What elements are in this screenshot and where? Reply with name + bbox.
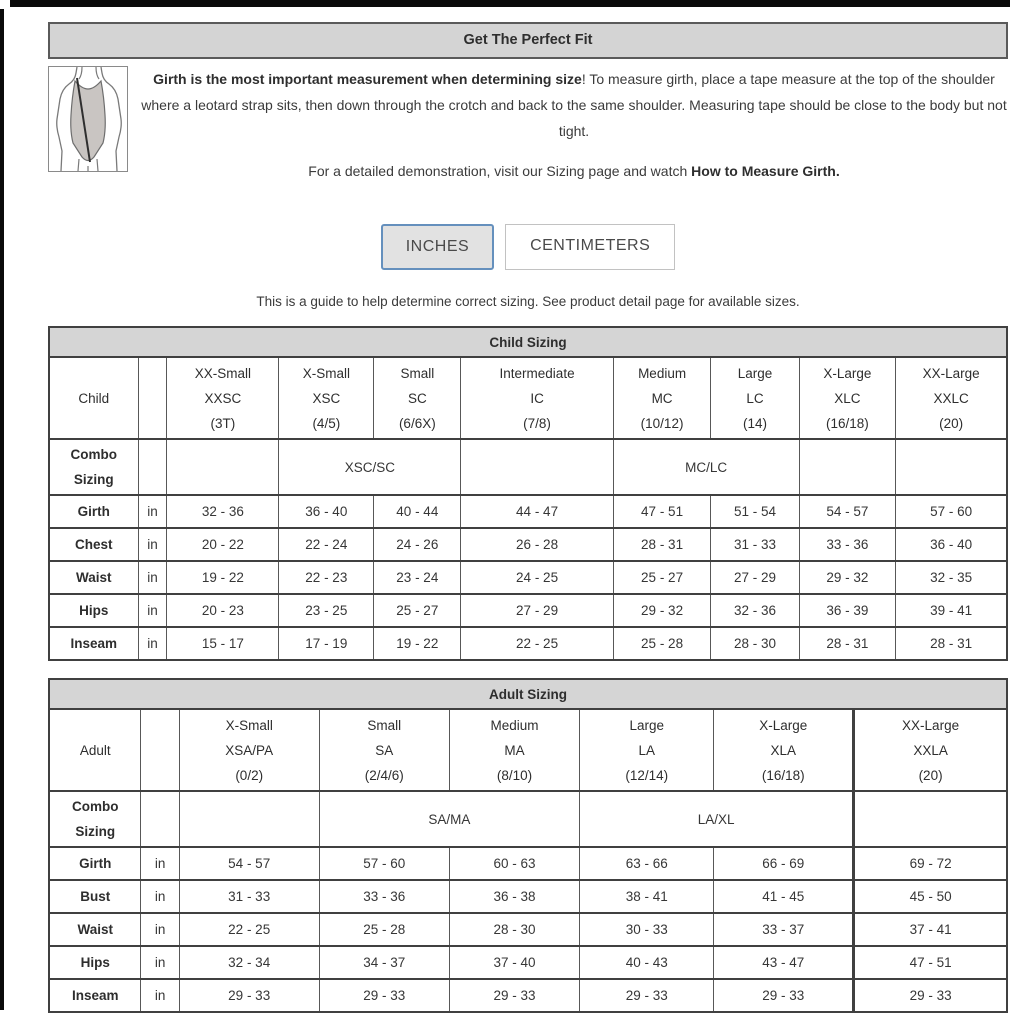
size-name: Large: [737, 365, 773, 381]
size-name: X-Large: [823, 365, 872, 381]
value-cell: 28 - 30: [449, 913, 579, 946]
demo-text: For a detailed demonstration, visit our Sizing page and watch: [308, 163, 692, 179]
value-cell: 29 - 33: [714, 979, 854, 1012]
value-cell: 29 - 33: [449, 979, 579, 1012]
value-cell: 15 - 17: [167, 627, 279, 660]
page-title: Get The Perfect Fit: [48, 22, 1008, 59]
unit-cell: in: [141, 979, 179, 1012]
value-cell: 37 - 41: [854, 913, 1007, 946]
unit-cell: in: [141, 913, 179, 946]
value-cell: 30 - 33: [580, 913, 714, 946]
size-sizes: (2/4/6): [364, 767, 404, 783]
value-cell: 32 - 35: [896, 561, 1007, 594]
sizing-guide-content: [48, 22, 1008, 1013]
measure-label: Chest: [49, 528, 138, 561]
value-cell: 32 - 36: [711, 594, 799, 627]
row-group-label: Adult: [49, 709, 141, 791]
size-code: XXLC: [933, 390, 969, 406]
leotard-figure-icon: [49, 67, 127, 171]
unit-column-header: [141, 709, 179, 791]
table-row: [49, 594, 1007, 627]
size-column-header: [179, 709, 319, 791]
size-code: XLA: [770, 742, 796, 758]
value-cell: 29 - 32: [799, 561, 896, 594]
value-cell: 36 - 40: [896, 528, 1007, 561]
value-cell: 39 - 41: [896, 594, 1007, 627]
value-cell: 22 - 25: [461, 627, 613, 660]
size-column-header: [714, 709, 854, 791]
size-name: Large: [629, 717, 664, 733]
size-sizes: (8/10): [496, 767, 533, 783]
value-cell: 40 - 43: [580, 946, 714, 979]
measure-label: Waist: [49, 561, 138, 594]
measure-label: Hips: [49, 594, 138, 627]
combo-sizing-label: Combo Sizing: [49, 791, 141, 847]
size-name: Small: [367, 717, 402, 733]
table-row: [49, 847, 1007, 880]
value-cell: 25 - 27: [613, 561, 711, 594]
value-cell: 51 - 54: [711, 495, 799, 528]
value-cell: 22 - 24: [279, 528, 374, 561]
unit-cell: in: [138, 561, 167, 594]
guide-note: This is a guide to help determine correct sizing. See product detail page for available sizes.: [256, 294, 800, 309]
value-cell: 37 - 40: [449, 946, 579, 979]
value-cell: 29 - 33: [319, 979, 449, 1012]
combo-cell: XSC/SC: [279, 439, 461, 495]
combo-cell: [854, 791, 1007, 847]
child-sizing-table: [48, 326, 1008, 661]
value-cell: 29 - 33: [179, 979, 319, 1012]
value-cell: 24 - 26: [374, 528, 461, 561]
value-cell: 28 - 31: [896, 627, 1007, 660]
size-column-header: [711, 357, 799, 439]
measure-label: Bust: [49, 880, 141, 913]
size-sizes: (16/18): [826, 415, 869, 431]
value-cell: 31 - 33: [179, 880, 319, 913]
value-cell: 41 - 45: [714, 880, 854, 913]
size-code: MC: [651, 390, 673, 406]
size-column-header: [374, 357, 461, 439]
size-sizes: (10/12): [640, 415, 684, 431]
size-column-header: [167, 357, 279, 439]
value-cell: 22 - 23: [279, 561, 374, 594]
measure-label: Waist: [49, 913, 141, 946]
value-cell: 23 - 25: [279, 594, 374, 627]
combo-cell: MC/LC: [613, 439, 799, 495]
size-column-header: [613, 357, 711, 439]
value-cell: 25 - 27: [374, 594, 461, 627]
value-cell: 28 - 31: [799, 627, 896, 660]
size-name: Intermediate: [499, 365, 575, 381]
value-cell: 32 - 34: [179, 946, 319, 979]
size-code: LA: [638, 742, 655, 758]
value-cell: 31 - 33: [711, 528, 799, 561]
value-cell: 54 - 57: [799, 495, 896, 528]
value-cell: 33 - 36: [799, 528, 896, 561]
combo-cell: [896, 439, 1007, 495]
combo-cell: [167, 439, 279, 495]
table-row: [49, 528, 1007, 561]
value-cell: 40 - 44: [374, 495, 461, 528]
size-code: SC: [407, 390, 427, 406]
size-code: SA: [375, 742, 394, 758]
size-column-header: [799, 357, 896, 439]
size-name: XX-Large: [902, 717, 960, 733]
size-name: X-Small: [302, 365, 350, 381]
unit-cell: in: [141, 946, 179, 979]
size-name: Medium: [490, 717, 539, 733]
size-sizes: (0/2): [235, 767, 264, 783]
size-sizes: (12/14): [625, 767, 669, 783]
value-cell: 45 - 50: [854, 880, 1007, 913]
size-sizes: (16/18): [761, 767, 805, 783]
value-cell: 32 - 36: [167, 495, 279, 528]
measure-label: Girth: [49, 495, 138, 528]
value-cell: 66 - 69: [714, 847, 854, 880]
unit-column-header: [138, 357, 167, 439]
value-cell: 33 - 37: [714, 913, 854, 946]
combo-unit-cell: [141, 791, 179, 847]
table-row: [49, 979, 1007, 1012]
size-name: XX-Large: [922, 365, 980, 381]
table-section-title: Adult Sizing: [49, 679, 1007, 709]
size-code: XLC: [834, 390, 861, 406]
value-cell: 69 - 72: [854, 847, 1007, 880]
size-column-header: [319, 709, 449, 791]
combo-cell: [799, 439, 896, 495]
measure-label: Hips: [49, 946, 141, 979]
value-cell: 19 - 22: [167, 561, 279, 594]
girth-instructions-lead: Girth is the most important measurement when determining size: [153, 71, 582, 87]
value-cell: 47 - 51: [613, 495, 711, 528]
child-sizing-table-container: [48, 326, 1008, 661]
table-row: [49, 561, 1007, 594]
combo-sizing-label: Combo Sizing: [49, 439, 138, 495]
size-code: LC: [746, 390, 764, 406]
value-cell: 20 - 22: [167, 528, 279, 561]
adult-sizing-table: [48, 678, 1008, 1013]
measure-label: Girth: [49, 847, 141, 880]
value-cell: 27 - 29: [461, 594, 613, 627]
value-cell: 36 - 40: [279, 495, 374, 528]
size-sizes: (14): [742, 415, 767, 431]
combo-cell: [179, 791, 319, 847]
value-cell: 25 - 28: [319, 913, 449, 946]
size-name: Medium: [638, 365, 687, 381]
demo-link-text: How to Measure Girth.: [691, 163, 840, 179]
combo-cell: [461, 439, 613, 495]
unit-cell: in: [138, 627, 167, 660]
window-left-edge: [0, 9, 4, 1010]
value-cell: 29 - 33: [580, 979, 714, 1012]
value-cell: 57 - 60: [896, 495, 1007, 528]
intro-section: [48, 66, 1008, 184]
value-cell: 27 - 29: [711, 561, 799, 594]
size-sizes: (20): [918, 767, 943, 783]
value-cell: 19 - 22: [374, 627, 461, 660]
size-name: XX-Small: [194, 365, 251, 381]
measure-label: Inseam: [49, 627, 138, 660]
value-cell: 28 - 30: [711, 627, 799, 660]
size-column-header: [279, 357, 374, 439]
value-cell: 57 - 60: [319, 847, 449, 880]
unit-cell: in: [138, 495, 167, 528]
demo-instructions: [140, 158, 1008, 184]
value-cell: 20 - 23: [167, 594, 279, 627]
unit-cell: in: [141, 880, 179, 913]
table-row: [49, 495, 1007, 528]
unit-cell: in: [138, 528, 167, 561]
value-cell: 43 - 47: [714, 946, 854, 979]
table-row: [49, 627, 1007, 660]
value-cell: 47 - 51: [854, 946, 1007, 979]
size-sizes: (20): [939, 415, 964, 431]
size-column-header: [449, 709, 579, 791]
size-code: XSC: [312, 390, 341, 406]
adult-sizing-table-container: [48, 678, 1008, 1013]
combo-cell: SA/MA: [319, 791, 580, 847]
size-name: X-Small: [225, 717, 273, 733]
value-cell: 17 - 19: [279, 627, 374, 660]
combo-unit-cell: [138, 439, 167, 495]
unit-toggle: [48, 224, 1008, 270]
size-code: XXSC: [204, 390, 242, 406]
window-top-edge: [10, 0, 1010, 7]
unit-cell: in: [141, 847, 179, 880]
centimeters-button[interactable]: CENTIMETERS: [505, 224, 675, 270]
value-cell: 23 - 24: [374, 561, 461, 594]
value-cell: 44 - 47: [461, 495, 613, 528]
inches-button[interactable]: INCHES: [381, 224, 494, 270]
value-cell: 29 - 32: [613, 594, 711, 627]
size-code: MA: [504, 742, 525, 758]
size-column-header: [854, 709, 1007, 791]
size-column-header: [461, 357, 613, 439]
size-code: IC: [530, 390, 544, 406]
value-cell: 63 - 66: [580, 847, 714, 880]
size-code: XXLA: [913, 742, 948, 758]
size-sizes: (3T): [210, 415, 236, 431]
intro-text-block: [128, 66, 1008, 184]
row-group-label: Child: [49, 357, 138, 439]
value-cell: 28 - 31: [613, 528, 711, 561]
value-cell: 33 - 36: [319, 880, 449, 913]
size-sizes: (7/8): [523, 415, 551, 431]
size-sizes: (4/5): [312, 415, 341, 431]
value-cell: 36 - 38: [449, 880, 579, 913]
value-cell: 25 - 28: [613, 627, 711, 660]
table-section-title: Child Sizing: [49, 327, 1007, 357]
value-cell: 38 - 41: [580, 880, 714, 913]
value-cell: 36 - 39: [799, 594, 896, 627]
value-cell: 60 - 63: [449, 847, 579, 880]
value-cell: 29 - 33: [854, 979, 1007, 1012]
measure-label: Inseam: [49, 979, 141, 1012]
combo-cell: LA/XL: [580, 791, 854, 847]
size-name: X-Large: [759, 717, 808, 733]
value-cell: 22 - 25: [179, 913, 319, 946]
size-column-header: [580, 709, 714, 791]
girth-instructions-body: ! To measure girth, place a tape measure at the top of the shoulder where a leotard strap sits, then down through the crotch and back to the same shoulder. Measuring tape should be close to the body but not tight.: [141, 71, 1007, 139]
value-cell: 54 - 57: [179, 847, 319, 880]
unit-cell: in: [138, 594, 167, 627]
size-name: Small: [400, 365, 435, 381]
girth-measurement-figure: [48, 66, 128, 172]
table-row: [49, 946, 1007, 979]
size-column-header: [896, 357, 1007, 439]
size-code: XSA/PA: [225, 742, 274, 758]
table-row: [49, 913, 1007, 946]
table-row: [49, 880, 1007, 913]
size-sizes: (6/6X): [398, 415, 436, 431]
value-cell: 24 - 25: [461, 561, 613, 594]
value-cell: 34 - 37: [319, 946, 449, 979]
value-cell: 26 - 28: [461, 528, 613, 561]
girth-instructions: [140, 66, 1008, 144]
